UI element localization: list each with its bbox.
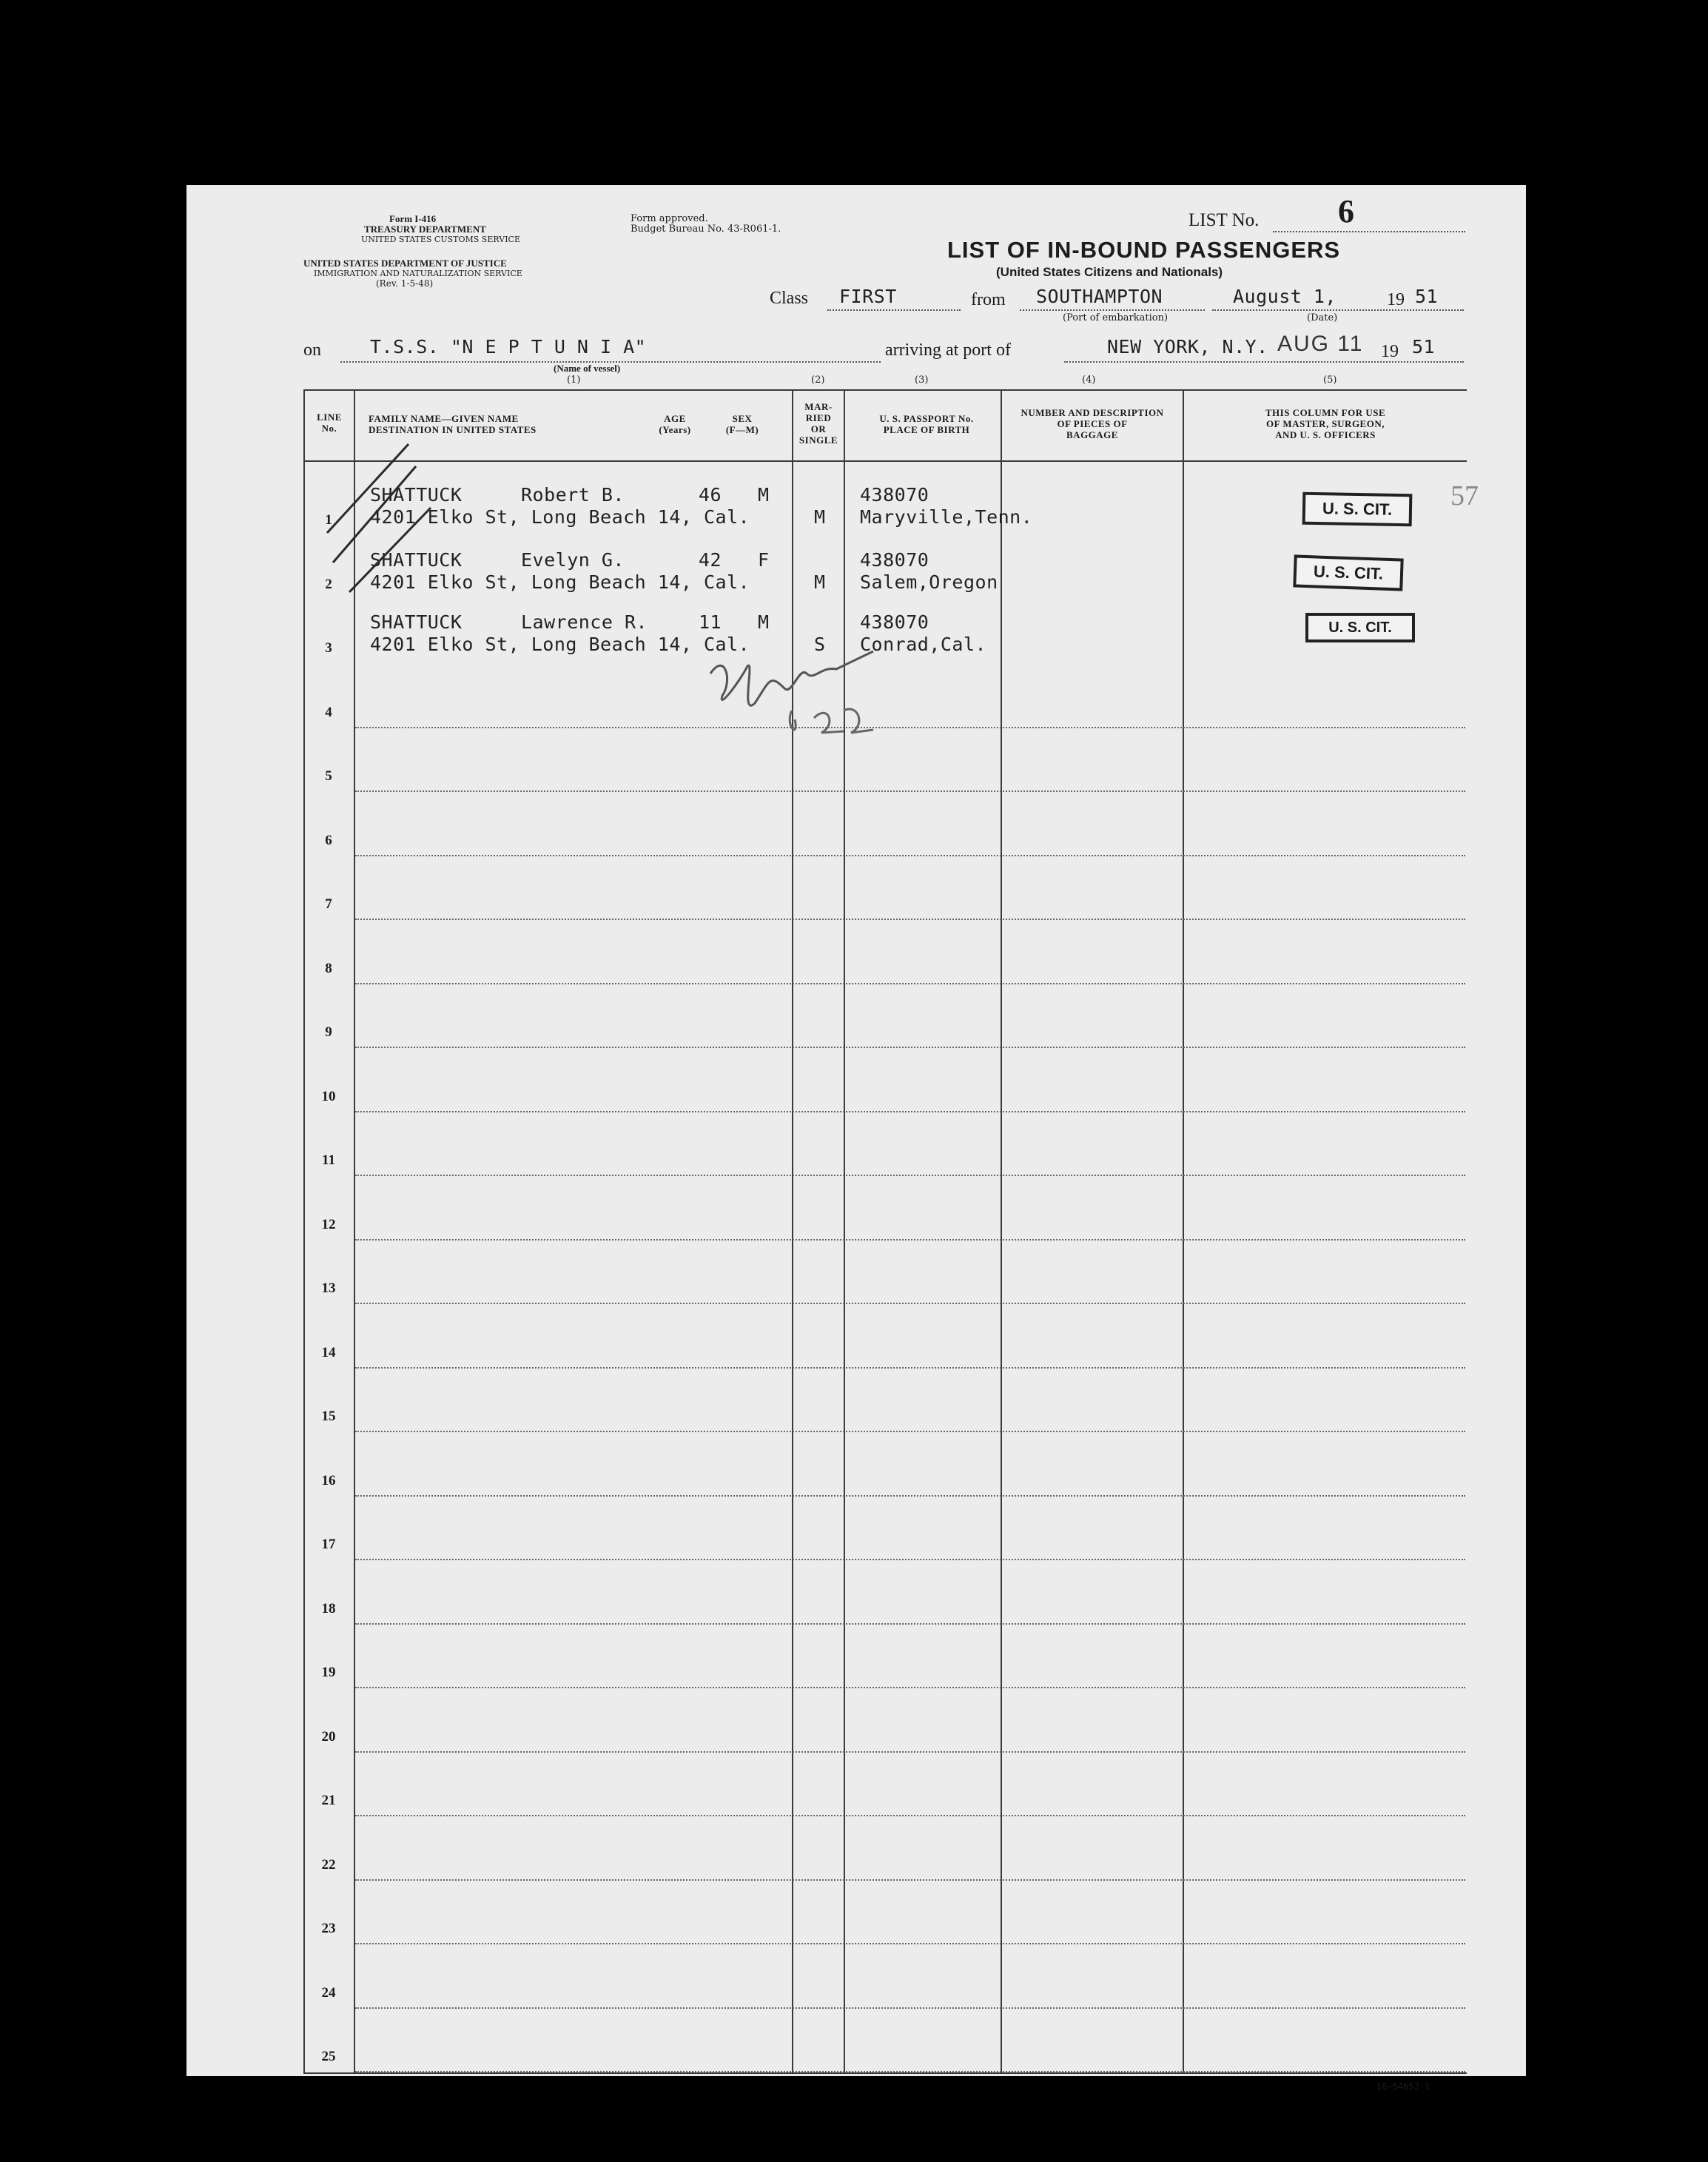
header-baggage (1002, 407, 1183, 440)
margin-note: 57 (1450, 480, 1479, 511)
customs-service: UNITED STATES CUSTOMS SERVICE (361, 235, 520, 244)
header-officers-text: OF MASTER, SURGEON, (1266, 418, 1385, 429)
form-subtitle: (United States Citizens and Nationals) (996, 265, 1223, 279)
passenger-2-birthplace: Salem,Oregon (860, 571, 998, 593)
list-number-value: 6 (1338, 193, 1354, 229)
line-number: 8 (325, 960, 332, 976)
table-bottom-border (303, 2072, 1467, 2074)
passenger-1-address: 4201 Elko St, Long Beach 14, Cal. (370, 506, 750, 528)
header-married (793, 401, 844, 446)
header-passport-text: U. S. PASSPORT No. (879, 413, 974, 424)
list-number-label: LIST No. (1188, 210, 1260, 230)
print-code: 16—54652-1 (1376, 2081, 1430, 2092)
arrival-date-stamp: AUG 11 (1277, 332, 1364, 356)
passenger-2-marital: M (814, 571, 826, 593)
row-line (355, 1431, 1465, 1432)
column-3-number: (3) (915, 375, 929, 386)
us-citizen-stamp: U. S. CIT. (1305, 613, 1415, 642)
arriving-label: arriving at port of (885, 340, 1011, 360)
form-approved: Form approved. (631, 213, 708, 224)
line-number: 13 (321, 1280, 336, 1296)
passenger-1-birthplace: Maryville,Tenn. (860, 506, 1033, 528)
line-number: 5 (325, 768, 332, 784)
row-line (355, 2071, 1465, 2072)
passenger-1-passport: 438070 (860, 484, 929, 506)
header-married-text: OR (810, 423, 827, 434)
embarkation-date: August 1, (1233, 286, 1337, 307)
row-line (355, 1943, 1465, 1944)
line-number: 2 (325, 576, 332, 592)
row-line (355, 919, 1465, 920)
header-name-text: DESTINATION IN UNITED STATES (369, 424, 537, 435)
line-number: 10 (321, 1088, 336, 1104)
line-number: 17 (321, 1537, 336, 1552)
header-sex-text: SEX (732, 413, 753, 424)
line-number-divider (354, 389, 355, 2074)
passenger-2-given-name: Evelyn G. (521, 549, 625, 571)
header-name-text: FAMILY NAME—GIVEN NAME (369, 413, 519, 424)
column-4-number: (4) (1082, 375, 1096, 386)
row-line (355, 983, 1465, 984)
arrival-port: NEW YORK, N.Y. (1107, 336, 1268, 357)
line-number: 16 (321, 1472, 336, 1488)
header-age (645, 413, 705, 435)
passenger-manifest-page (186, 185, 1526, 2092)
column-1-number: (1) (567, 375, 581, 386)
line-number: 11 (322, 1152, 335, 1168)
line-number: 20 (321, 1728, 336, 1745)
header-line-text: LINE (317, 412, 342, 423)
line-number: 22 (321, 1856, 336, 1873)
line-number: 6 (325, 832, 332, 848)
header-baggage-text: OF PIECES OF (1057, 418, 1128, 429)
passenger-3-name: SHATTUCK (370, 611, 463, 633)
treasury-department: TREASURY DEPARTMENT (364, 224, 486, 235)
vessel-caption: (Name of vessel) (554, 363, 621, 374)
header-age-text: AGE (664, 413, 686, 424)
line-number: 14 (321, 1344, 336, 1360)
handwritten-signature (696, 637, 918, 755)
from-label: from (971, 290, 1006, 309)
line-number: 3 (325, 640, 332, 656)
header-name (369, 413, 537, 435)
baggage-column-divider (1183, 389, 1184, 2074)
line-number: 12 (321, 1216, 336, 1232)
row-line (355, 1175, 1465, 1176)
port-of-embarkation: SOUTHAMPTON (1036, 286, 1163, 307)
line-number: 15 (321, 1409, 336, 1424)
line-number: 18 (321, 1600, 336, 1617)
line-number: 21 (321, 1793, 336, 1808)
date-year: 51 (1415, 286, 1439, 307)
row-line (355, 1303, 1465, 1304)
header-passport (853, 413, 1001, 435)
us-citizen-stamp: U. S. CIT. (1293, 554, 1403, 591)
header-baggage-text: BAGGAGE (1066, 429, 1118, 440)
class-label: Class (770, 289, 809, 308)
header-sex-text: (F—M) (725, 424, 759, 435)
immigration-service: IMMIGRATION AND NATURALIZATION SERVICE (314, 269, 522, 278)
column-2-number: (2) (811, 375, 825, 386)
header-officers-text: THIS COLUMN FOR USE (1265, 407, 1386, 418)
passenger-2-name: SHATTUCK (370, 549, 463, 571)
line-number: 24 (321, 1984, 336, 2001)
header-sex (716, 413, 768, 435)
line-number: 1 (325, 512, 332, 528)
row-line (355, 1111, 1465, 1112)
row-line (355, 2007, 1465, 2009)
line-number: 19 (321, 1665, 336, 1680)
passenger-1-sex: M (758, 484, 770, 506)
table-header-border (303, 460, 1467, 462)
passenger-3-sex: M (758, 611, 770, 633)
table-left-border (303, 389, 305, 2074)
passenger-1-given-name: Robert B. (521, 484, 625, 506)
passenger-1-marital: M (814, 506, 826, 528)
row-line (355, 1559, 1465, 1560)
line-number: 23 (321, 1921, 336, 1936)
row-line (355, 790, 1465, 792)
passenger-3-age: 11 (699, 611, 722, 633)
row-line (355, 1815, 1465, 1816)
row-line (355, 1239, 1465, 1241)
arrival-year: 51 (1412, 336, 1436, 357)
column-5-number: (5) (1323, 375, 1337, 386)
us-citizen-stamp: U. S. CIT. (1302, 492, 1413, 527)
row-line (355, 1367, 1465, 1369)
row-line (355, 1495, 1465, 1497)
department-of-justice: UNITED STATES DEPARTMENT OF JUSTICE (303, 258, 507, 269)
line-number: 7 (325, 896, 332, 912)
header-married-text: SINGLE (798, 434, 838, 446)
row-line (355, 1047, 1465, 1048)
header-baggage-text: NUMBER AND DESCRIPTION (1021, 407, 1164, 418)
passenger-3-address: 4201 Elko St, Long Beach 14, Cal. (370, 634, 750, 655)
arrival-year-prefix: 19 (1381, 342, 1399, 361)
header-married-text: RIED (805, 412, 832, 423)
row-line (355, 1623, 1465, 1625)
date-year-prefix: 19 (1387, 290, 1405, 309)
header-married-text: MAR- (804, 401, 833, 412)
line-number: 9 (325, 1024, 332, 1040)
passenger-2-age: 42 (699, 549, 722, 571)
class-value: FIRST (839, 286, 897, 307)
budget-bureau-number: Budget Bureau No. 43-R061-1. (631, 224, 781, 235)
header-age-text: (Years) (659, 424, 691, 435)
passenger-3-marital: S (814, 634, 826, 655)
list-number-line (1273, 231, 1465, 232)
header-line-text: No. (321, 423, 337, 434)
line-number: 4 (325, 704, 332, 720)
date-caption: (Date) (1307, 312, 1338, 323)
handwritten-check-marks (320, 437, 468, 629)
date-line (1212, 309, 1464, 311)
passenger-2-passport: 438070 (860, 549, 929, 571)
header-line-number (305, 412, 354, 434)
header-officers-text: AND U. S. OFFICERS (1275, 429, 1376, 440)
row-line (355, 855, 1465, 856)
header-passport-text: PLACE OF BIRTH (883, 424, 970, 435)
line-number: 25 (321, 2049, 336, 2064)
passenger-2-address: 4201 Elko St, Long Beach 14, Cal. (370, 571, 750, 593)
passenger-1-age: 46 (699, 484, 722, 506)
form-number: Form I-416 (389, 213, 437, 224)
header-officers (1184, 407, 1467, 440)
class-line (827, 309, 961, 311)
port-caption: (Port of embarkation) (1063, 312, 1169, 323)
passport-column-divider (1001, 389, 1002, 2074)
row-line (355, 1879, 1465, 1881)
form-title: LIST OF IN-BOUND PASSENGERS (947, 237, 1341, 263)
row-line (355, 1687, 1465, 1688)
passenger-2-sex: F (758, 549, 770, 571)
passenger-3-birthplace: Conrad,Cal. (860, 634, 987, 655)
revision-date: (Rev. 1-5-48) (376, 278, 434, 289)
on-label: on (303, 340, 321, 360)
passenger-3-given-name: Lawrence R. (521, 611, 648, 633)
arrival-line (1064, 361, 1464, 363)
vessel-name: T.S.S. "N E P T U N I A" (370, 336, 647, 357)
row-line (355, 1751, 1465, 1753)
passenger-1-name: SHATTUCK (370, 484, 463, 506)
port-line (1020, 309, 1205, 311)
table-top-border (303, 389, 1467, 391)
passenger-3-passport: 438070 (860, 611, 929, 633)
